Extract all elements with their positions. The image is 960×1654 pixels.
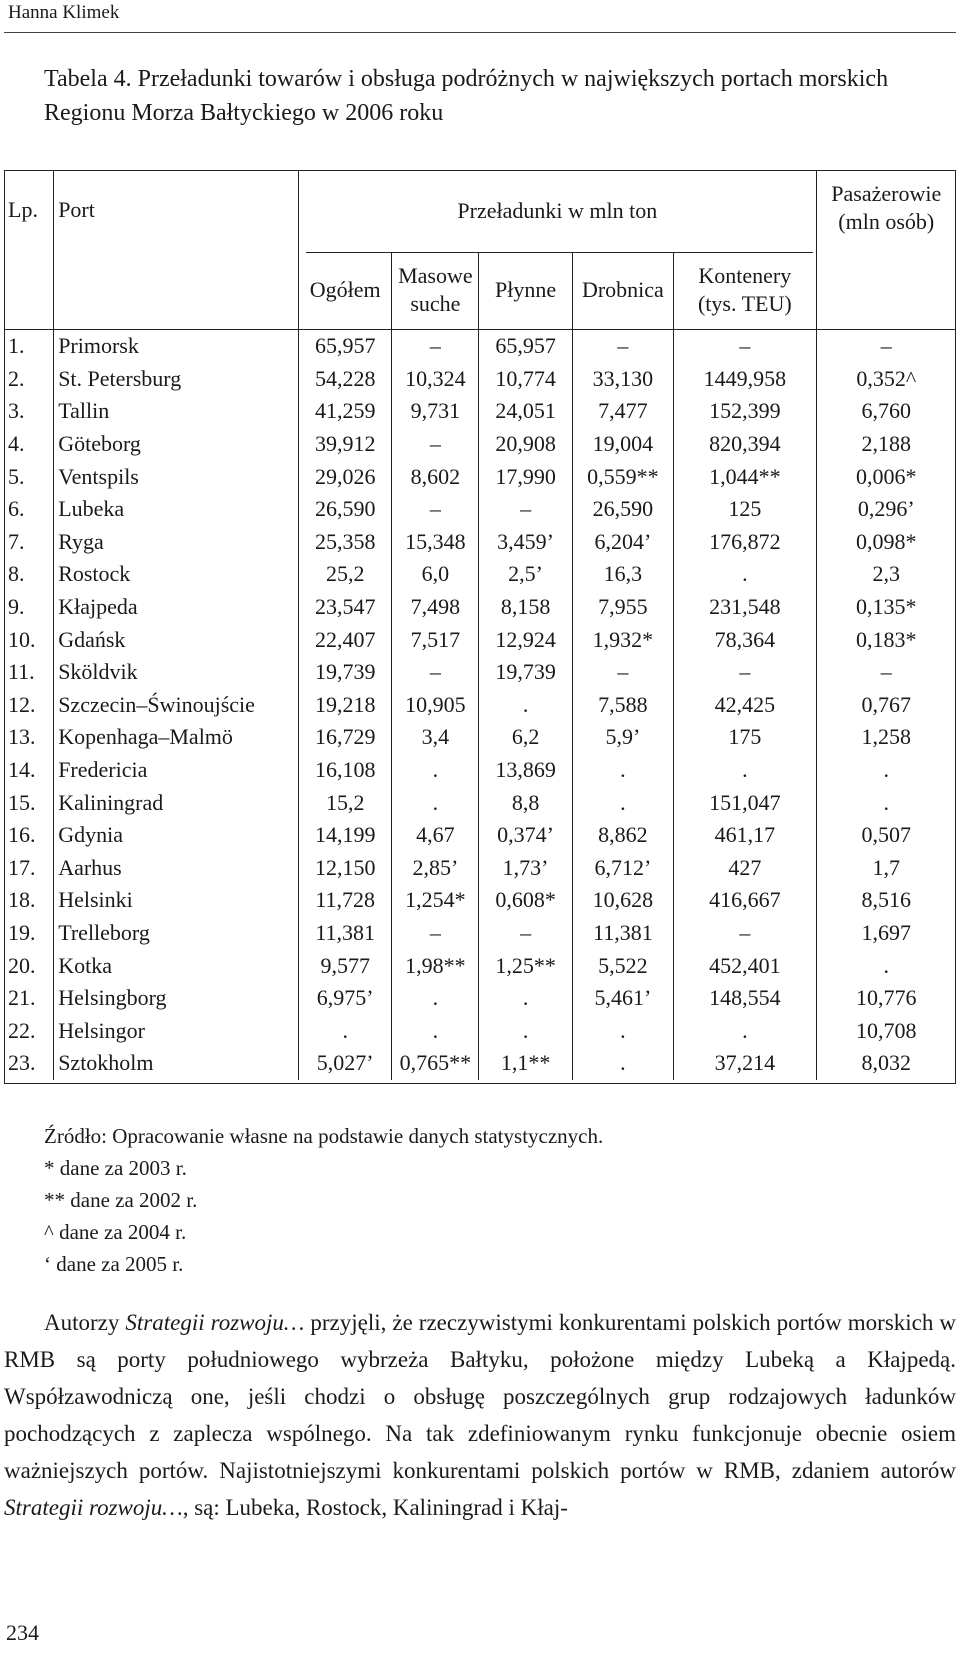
table-cell: 17,990 — [479, 460, 572, 493]
table-cell: 65,957 — [479, 328, 572, 363]
table-cell: . — [392, 1014, 479, 1047]
table-cell: 19,739 — [479, 656, 572, 689]
header-col-total: Ogółem — [299, 252, 392, 328]
row-number: 5. — [8, 463, 25, 489]
header-throughput-group: Przeładunki w mln ton — [299, 170, 816, 252]
port-name: Göteborg — [54, 428, 299, 461]
table-cell: 5,461’ — [572, 982, 673, 1015]
table-cell: – — [674, 656, 816, 689]
row-number: 20. — [8, 952, 36, 978]
table-row — [4, 852, 956, 885]
table-cell: 25,2 — [299, 558, 392, 591]
table-cell: 11,381 — [572, 917, 673, 950]
table-cell: 19,004 — [572, 428, 673, 461]
table-cell: 0,374’ — [479, 819, 572, 852]
table-cell: 8,516 — [816, 884, 956, 917]
table-cell: 12,924 — [479, 623, 572, 656]
table-cell: . — [816, 786, 956, 819]
table-row — [4, 493, 956, 526]
footnote: * dane za 2003 r. — [44, 1156, 187, 1180]
table-cell: 19,218 — [299, 689, 392, 722]
table-cell: 10,708 — [816, 1014, 956, 1047]
footnote: ‘ dane za 2005 r. — [44, 1252, 184, 1276]
table-cell: 1,25** — [479, 949, 572, 982]
table-cell: 12,150 — [299, 852, 392, 885]
table-row — [4, 786, 956, 819]
table-cell: 9,577 — [299, 949, 392, 982]
row-number: 1. — [8, 333, 25, 359]
table-cell: 29,026 — [299, 460, 392, 493]
table-cell: 5,522 — [572, 949, 673, 982]
table-row — [4, 1047, 956, 1080]
table-cell: . — [392, 786, 479, 819]
table-cell: 175 — [674, 721, 816, 754]
footnote: ^ dane za 2004 r. — [44, 1220, 187, 1244]
table-cell: . — [392, 982, 479, 1015]
table-body — [4, 328, 956, 1080]
table-cell: 65,957 — [299, 328, 392, 363]
table-row — [4, 328, 956, 363]
table-title: Tabela 4. Przeładunki towarów i obsługa podróżnych w największych portach morskich Regionu Morza Bałtyckiego w 2006 roku — [44, 66, 889, 126]
table-source — [44, 1120, 603, 1280]
table-cell: . — [479, 1014, 572, 1047]
port-name: Sköldvik — [54, 656, 299, 689]
table-cell: 0,765** — [392, 1047, 479, 1080]
table-cell: 19,739 — [299, 656, 392, 689]
row-number: 18. — [8, 887, 36, 913]
table-row — [4, 884, 956, 917]
table-cell: – — [674, 917, 816, 950]
row-number: 2. — [8, 365, 25, 391]
header-group-rule — [306, 252, 813, 253]
row-number: 12. — [8, 691, 36, 717]
row-number: 22. — [8, 1017, 36, 1043]
table-cell: – — [392, 428, 479, 461]
table-cell: 1449,958 — [674, 363, 816, 396]
table-cell: 0,559** — [572, 460, 673, 493]
row-number: 16. — [8, 822, 36, 848]
table-cell: 6,760 — [816, 395, 956, 428]
row-number: 9. — [8, 594, 25, 620]
table-cell: 152,399 — [674, 395, 816, 428]
row-number: 4. — [8, 431, 25, 457]
table-row — [4, 460, 956, 493]
table-cell: 1,258 — [816, 721, 956, 754]
table-cell: – — [674, 328, 816, 363]
table-row — [4, 917, 956, 950]
row-number: 15. — [8, 789, 36, 815]
table-cell: 2,3 — [816, 558, 956, 591]
paragraph-text: Autorzy — [44, 1310, 126, 1335]
table-cell: 0,006* — [816, 460, 956, 493]
table-cell: 2,5’ — [479, 558, 572, 591]
row-number: 3. — [8, 398, 25, 424]
table-cell: 7,477 — [572, 395, 673, 428]
port-name: Sztokholm — [54, 1047, 299, 1080]
header-passengers: Pasażerowie (mln osób) — [816, 170, 956, 328]
table-cell: 26,590 — [572, 493, 673, 526]
table-cell: 1,254* — [392, 884, 479, 917]
table-cell: – — [479, 493, 572, 526]
table-row — [4, 721, 956, 754]
table-cell: – — [816, 328, 956, 363]
table-cell: 25,358 — [299, 526, 392, 559]
table-cell: . — [479, 982, 572, 1015]
table-cell: 6,2 — [479, 721, 572, 754]
source-line: Źródło: Opracowanie własne na podstawie danych statystycznych. — [44, 1124, 604, 1148]
table-cell: 2,188 — [816, 428, 956, 461]
table-cell: 13,869 — [479, 754, 572, 787]
table-cell: 1,697 — [816, 917, 956, 950]
table-cell: 7,955 — [572, 591, 673, 624]
table-cell: 461,17 — [674, 819, 816, 852]
table-cell: 7,498 — [392, 591, 479, 624]
port-name: Gdańsk — [54, 623, 299, 656]
table-cell: 26,590 — [299, 493, 392, 526]
table-cell: 1,1** — [479, 1047, 572, 1080]
table-cell: . — [816, 949, 956, 982]
table-cell: 7,517 — [392, 623, 479, 656]
table-cell: 1,98** — [392, 949, 479, 982]
table-cell: 4,67 — [392, 819, 479, 852]
header-col-containers: Kontenery (tys. TEU) — [674, 252, 816, 328]
ports-table — [4, 170, 956, 1080]
table-cell: . — [572, 1047, 673, 1080]
table-cell: 8,862 — [572, 819, 673, 852]
paragraph-text: przyjęli, że rzeczywistymi konkurentami polskich portów morskich w RMB są porty południowego wybrzeża Bałtyku, położone między Lubeką a Kłajpedą. Współzawodniczą one, jeśli chodzi o obsługę poszczególnych grup rodzajowych ładunków pochodzących z zaplecza wspólnego. Na tak zdefiniowanym rynku funkcjonuje obecnie osiem ważniejszych portów. Najistotniejszymi konkurentami polskich portów w RMB, zdaniem autorów — [4, 1310, 957, 1483]
table-cell: 14,199 — [299, 819, 392, 852]
row-number: 7. — [8, 528, 25, 554]
port-name: Gdynia — [54, 819, 299, 852]
port-name: Primorsk — [54, 328, 299, 363]
table-cell: 0,352^ — [816, 363, 956, 396]
table-cell: – — [392, 328, 479, 363]
table-row — [4, 526, 956, 559]
table-cell: 0,767 — [816, 689, 956, 722]
running-header-author: Hanna Klimek — [8, 2, 120, 23]
table-cell: 24,051 — [479, 395, 572, 428]
header-lp: Lp. — [8, 197, 38, 222]
port-name: Tallin — [54, 395, 299, 428]
row-number: 19. — [8, 919, 36, 945]
header-col-dry-bulk: Masowe suche — [392, 252, 479, 328]
row-number: 21. — [8, 985, 36, 1011]
table-cell: 231,548 — [674, 591, 816, 624]
row-number: 11. — [8, 659, 35, 685]
table-row — [4, 754, 956, 787]
table-cell: 0,296’ — [816, 493, 956, 526]
page-number: 234 — [6, 1620, 39, 1645]
row-number: 13. — [8, 724, 36, 750]
table-cell: 6,975’ — [299, 982, 392, 1015]
port-name: Kłajpeda — [54, 591, 299, 624]
table-cell: 148,554 — [674, 982, 816, 1015]
table-cell: 1,044** — [674, 460, 816, 493]
paragraph-italic-title: Strategii rozwoju… — [125, 1310, 305, 1335]
table-cell: . — [572, 786, 673, 819]
table-cell: 0,098* — [816, 526, 956, 559]
table-row — [4, 363, 956, 396]
table-row — [4, 623, 956, 656]
table-cell: 22,407 — [299, 623, 392, 656]
port-name: Trelleborg — [54, 917, 299, 950]
header-port: Port — [54, 170, 299, 328]
table-cell: 2,85’ — [392, 852, 479, 885]
table-cell: 41,259 — [299, 395, 392, 428]
table-cell: 11,728 — [299, 884, 392, 917]
table-cell: – — [572, 656, 673, 689]
table-cell: 33,130 — [572, 363, 673, 396]
table-cell: 0,507 — [816, 819, 956, 852]
table-cell: . — [674, 754, 816, 787]
table-cell: 0,183* — [816, 623, 956, 656]
table-cell: 10,628 — [572, 884, 673, 917]
table-cell: 6,712’ — [572, 852, 673, 885]
footnote: ** dane za 2002 r. — [44, 1188, 198, 1212]
table-cell: . — [479, 689, 572, 722]
table-cell: 10,324 — [392, 363, 479, 396]
table-row — [4, 982, 956, 1015]
paragraph-italic-title: Strategii rozwoju… — [4, 1495, 183, 1520]
header-col-general-cargo: Drobnica — [572, 252, 673, 328]
table-cell: 11,381 — [299, 917, 392, 950]
table-cell: 20,908 — [479, 428, 572, 461]
port-name: Szczecin–Świnoujście — [54, 689, 299, 722]
table-cell: – — [572, 328, 673, 363]
table-cell: 125 — [674, 493, 816, 526]
row-number: 10. — [8, 626, 36, 652]
table-row — [4, 656, 956, 689]
table-cell: 10,776 — [816, 982, 956, 1015]
table-cell: 1,73’ — [479, 852, 572, 885]
table-cell: – — [392, 656, 479, 689]
port-name: Kaliningrad — [54, 786, 299, 819]
table-cell: 427 — [674, 852, 816, 885]
table-cell: 8,158 — [479, 591, 572, 624]
port-name: Kotka — [54, 949, 299, 982]
table-cell: 0,608* — [479, 884, 572, 917]
port-name: Ventspils — [54, 460, 299, 493]
table-cell: 7,588 — [572, 689, 673, 722]
table-cell: 1,7 — [816, 852, 956, 885]
header-bottom-rule — [4, 329, 956, 330]
table-cell: 452,401 — [674, 949, 816, 982]
port-name: Helsingborg — [54, 982, 299, 1015]
table-cell: 16,108 — [299, 754, 392, 787]
table-cell: 16,3 — [572, 558, 673, 591]
port-name: Lubeka — [54, 493, 299, 526]
table-cell: 820,394 — [674, 428, 816, 461]
table-cell: 9,731 — [392, 395, 479, 428]
table-cell: 3,4 — [392, 721, 479, 754]
table-cell: 151,047 — [674, 786, 816, 819]
table-cell: 15,2 — [299, 786, 392, 819]
table-row — [4, 689, 956, 722]
table-row — [4, 819, 956, 852]
body-paragraph — [4, 1304, 956, 1526]
table-cell: 8,602 — [392, 460, 479, 493]
table-cell: 37,214 — [674, 1047, 816, 1080]
paragraph-text: , są: Lubeka, Rostock, Kaliningrad i Kłaj- — [182, 1495, 568, 1520]
table-cell: . — [299, 1014, 392, 1047]
table-cell: . — [392, 754, 479, 787]
table-cell: 8,8 — [479, 786, 572, 819]
table-row — [4, 428, 956, 461]
table-row — [4, 558, 956, 591]
table-cell: 10,774 — [479, 363, 572, 396]
table-cell: . — [572, 754, 673, 787]
port-name: St. Petersburg — [54, 363, 299, 396]
table-row — [4, 949, 956, 982]
table-cell: . — [816, 754, 956, 787]
header-divider — [4, 32, 956, 33]
table-cell: 176,872 — [674, 526, 816, 559]
table-cell: 1,932* — [572, 623, 673, 656]
table-cell: . — [674, 1014, 816, 1047]
row-number: 17. — [8, 854, 36, 880]
port-name: Kopenhaga–Malmö — [54, 721, 299, 754]
table-cell: 23,547 — [299, 591, 392, 624]
port-name: Ryga — [54, 526, 299, 559]
table-cell: 8,032 — [816, 1047, 956, 1080]
row-number: 6. — [8, 496, 25, 522]
table-cell: 15,348 — [392, 526, 479, 559]
table-row — [4, 395, 956, 428]
table-cell: 3,459’ — [479, 526, 572, 559]
port-name: Helsinki — [54, 884, 299, 917]
table-cell: – — [392, 493, 479, 526]
table-cell: 16,729 — [299, 721, 392, 754]
row-number: 23. — [8, 1050, 36, 1076]
port-name: Aarhus — [54, 852, 299, 885]
table-cell: 5,9’ — [572, 721, 673, 754]
port-name: Fredericia — [54, 754, 299, 787]
row-number: 14. — [8, 757, 36, 783]
table-row — [4, 1014, 956, 1047]
table-cell: – — [392, 917, 479, 950]
table-cell: 39,912 — [299, 428, 392, 461]
table-cell: 5,027’ — [299, 1047, 392, 1080]
table-cell: 0,135* — [816, 591, 956, 624]
table-cell: 42,425 — [674, 689, 816, 722]
row-number: 8. — [8, 561, 25, 587]
table-cell: . — [674, 558, 816, 591]
table-cell: 10,905 — [392, 689, 479, 722]
port-name: Rostock — [54, 558, 299, 591]
table-cell: 416,667 — [674, 884, 816, 917]
table-cell: – — [479, 917, 572, 950]
table-cell: 6,204’ — [572, 526, 673, 559]
table-cell: – — [816, 656, 956, 689]
port-name: Helsingor — [54, 1014, 299, 1047]
table-cell: 6,0 — [392, 558, 479, 591]
table-cell: 78,364 — [674, 623, 816, 656]
header-col-liquid: Płynne — [479, 252, 572, 328]
table-row — [4, 591, 956, 624]
table-cell: 54,228 — [299, 363, 392, 396]
table-cell: . — [572, 1014, 673, 1047]
